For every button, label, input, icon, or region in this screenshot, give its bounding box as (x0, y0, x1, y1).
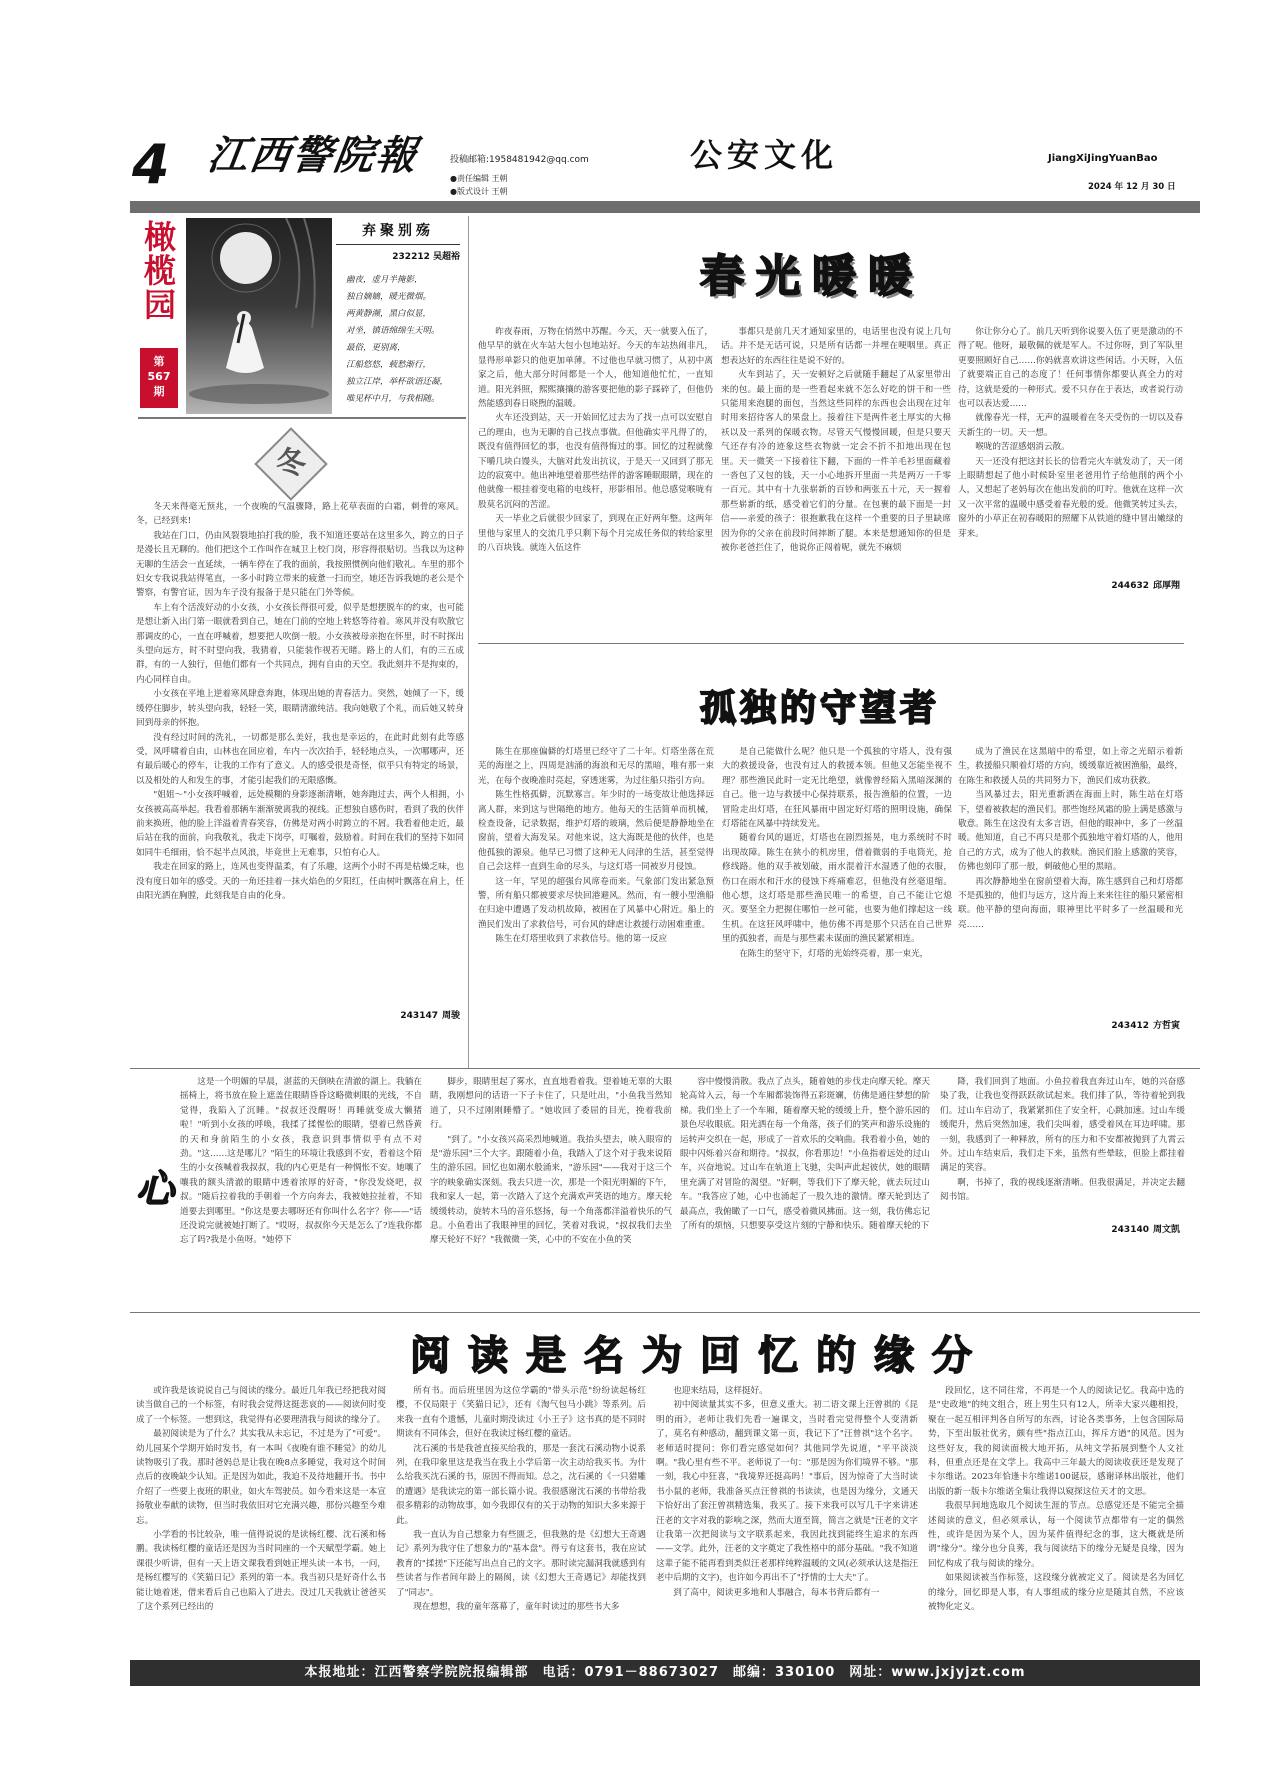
header-rule (130, 201, 1200, 213)
column-brand-issue: 第567期 (140, 348, 178, 408)
heart-paragraph: 啊，书掉了，我的视线逐渐清晰。但我很满足，并决定去翻阅书馆。 (940, 1177, 1185, 1203)
watcher-paragraph: 这一年，罕见的超强台风席卷而来。气象部门发出紧急预警，所有船只都被要求尽快回港避风。然而，有一艘小型渔船在归途中遭遇了发动机故障，被困在了风暴中心附近。船上的渔民们发出了求救信号，可台风的肆虐让救援行动困难重重。 (478, 876, 714, 930)
winter-paragraph: 我站在门口，仍由风裂裂地拍打我的脸，我不知道还要站在这里多久，跨立的日子是漫长且无聊的。他们把这个工作叫作在城卫上校门岗，形容得很贴切。当我以为这种无聊的生活会一直延续，一辆车停在了我的面前，我按照惯例向他们敬礼。车里的那个妇女专我说我站得笔直，一多小时跨立带来的疲惫一扫而空，她还告诉我她的老公是个警察，有警官证，因为车子没有报备于是只能在门外等候。 (136, 530, 464, 599)
winter-paragraph: 我走在回家的路上，连风也变得温柔，有了乐趣，这两个小时不再是枯燥乏味，也没有度日如年的感受。天的一角还挂着一抹火焰色的夕阳红，任由树叶飘落在肩上，任由阳光洒在胸膛，此刻我是自由的化身。 (136, 862, 464, 901)
reading-rule-top (130, 1312, 1200, 1313)
reading-paragraph: 我很早间地选取几个阅读生涯的节点。总感觉还是不能完全描述阅读的意义，但必须承认，每一个阅读节点都带有一定的偶然性，或许是因为某个人，因为某件值得纪念的事，这大概就是所谓"缘分"。缘分也分良莠，我与阅读结下的缘分无疑是良缘，因为回忆构成了我与阅读的缘分。 (928, 1501, 1184, 1569)
spring-paragraph: 昨夜春雨，万物在悄然中苏醒。今天，天一就要入伍了，他早早的就在火车站大包小包地站好。今天的车站热闹非凡，显得形单影只的他更加单薄。不过他也早就习惯了，从初中离家之后，他大部分时间都是一个人，他知道他忙忙，一直知道。阳光斜照，熙熙攘攘的游客要把他的影子踩碎了，但他仍然能感到春日晓煦的温暖。 (478, 327, 713, 410)
reading-paragraph: 小学看的书比较杂，唯一值得说说的是读杨红樱、沈石溪和杨鹏。我读杨红樱的童话还是因为当时同座的一个天赋型学霸。她上课很少听讲，但有一天上语文课我看到她正埋头读一本书，一问，是杨红樱写的《笑猫日记》系列的第一本。我当初只是好奇什么书能让她着迷，借来看后自己也陷入了进去。没过几天我就让爸爸买了这个系列已经出的 (136, 1530, 386, 1613)
reading-paragraph: 所有书。而后班里因为这位学霸的"带头示范"纷纷读起杨红樱，不仅局限于《笑猫日记》，还有《淘气包马小跳》等系列。后来我一直有个遗憾，儿童时期没读过《小王子》这书真的是不同时期读有不同体会，但好在我读过杨红樱的童话。 (396, 1386, 646, 1440)
reading-col-4 (928, 1384, 1184, 1648)
watcher-paragraph: 是自己能做什么呢？他只是一个孤独的守塔人，没有强大的救援设备，也没有过人的救援本领。但他又怎能坐视不理？那些渔民此时一定无比绝望，就像曾经陷入黑暗深渊的自己。他一边与救援中心保持联系，报告渔船的位置，一边冒险走出灯塔，在狂风暴雨中固定好灯塔的照明设施，确保灯塔能在风暴中持续发光。 (722, 747, 952, 830)
column-brand-name: 橄榄园 (139, 220, 177, 322)
watcher-paragraph: 再次静静地坐在窗前望着大海，陈生感到自己和灯塔都不是孤独的，他们与远方，这片海上来来往往的船只紧密相联。他平静的望向海面，眼神里比平时多了一丝温暖和光亮…… (958, 876, 1183, 930)
issue-date: 2024 年 12 月 30 日 (1088, 182, 1176, 192)
reading-title: 阅读是名为回忆的缘分 (410, 1332, 990, 1379)
spring-paragraph: 火车还没到站，天一开始回忆过去为了找一点可以安慰自己的理由，也为无聊的自己找点事做。但他确实平凡得了的，既没有值得回忆的事，也没有值得悔过的事。回忆的过程就像下嚼几块白馒头，大脑对此发出抗议，于是天一又回到了那无边的寂寞中。他出神地望着那些结伴的游客睡眠眼睛，现在的他就像一根挂着变电箱的电线杆，形影相吊。他总感觉喉咙有股莫名沉闷的苦涩。 (478, 413, 713, 510)
poem-block (336, 220, 460, 420)
spring-paragraph: 你让你分心了。前几天听到你说要入伍了更是激动的不得了呢。他呀，最敬佩的就是军人。不过你呀，到了军队里更要照顾好自己……你妈就喜欢讲这些闲话。小天呀，入伍了就要端正自己的态度了！任何事情你都要认真全力的对待，这就是爱的一种形式。爱不只存在于表达，或者说行动也可以表达爱…… (958, 327, 1183, 410)
watcher-paragraph: 陈生性格孤僻，沉默寡言。年少时的一场变故让他选择远离人群，来到这与世隔绝的地方。他每天的生活简单而机械，检查设备，记录数据，维护灯塔的玻璃，然后便是静静地坐在窗前，望着大海发呆。对他来说，这大海既是他的伙伴，也是他孤独的源泉。他早已习惯了这种无人问津的生活，甚至觉得自己会这样一直到生命的尽头，与这灯塔一同被岁月侵蚀。 (478, 790, 714, 873)
reading-col-1 (136, 1384, 386, 1648)
spring-paragraph: 天一毕业之后就很少回家了，到现在正好两年整。这两年里他与家里人的交流几乎只剩下每个月完成任务似的转给家里的八百块钱。就连入伍这件 (478, 514, 713, 554)
heart-col-4 (940, 1075, 1185, 1215)
poem-lines (336, 272, 460, 408)
heart-signature (1000, 1222, 1180, 1235)
spring-col-3 (958, 325, 1183, 575)
section-title: 公安文化 (690, 136, 839, 174)
watcher-sig-id: 243412 (1111, 1021, 1149, 1031)
spring-paragraph: 就像春光一样，无声的温暖着在冬天受伤的一切以及春天新生的一切。天一想。 (958, 413, 1183, 438)
reading-paragraph: 也迎来结局，这样挺好。 (673, 1386, 768, 1396)
reading-col-2 (396, 1384, 646, 1648)
heart-paragraph: 这是一个明媚的早晨，湛蓝的天倒映在清澈的湖上。我躺在摇椅上，将书放在脸上遮盖住眼睛昏昏这略微刺眼的光线，不自觉得，我陷入了沉睡。"叔叔还没醒呀！再睡就变成大懒猪啦！"听到小女孩的呼唤，我揉了揉惺忪的眼睛，望着已然昏黄的天和身前陌生的小女孩，我意识到事情似乎有点不对劲。"这……这是哪儿？"陌生的环境让我感到不安，看着这个陌生的小女孩喊着我叔叔，我的内心更是有一种惆怅不安。她嚷了嚷我的额头清澈的眼睛中透着浓厚的好奇，"你没发烧吧，叔叔。"随后拉着我的手朝着一个方向奔去，我被她拉扯着，不知道要去到哪里。"你这是要去哪呀还有你叫什么名字？你——"话还没说完就被她打断了。"哎呀，叔叔你今天是怎么了?连我你都忘了吗?我是小鱼呀。"她停下 (180, 1077, 422, 1246)
spring-col-1 (478, 325, 713, 615)
pinyin-title: JiangXiJingYuanBao (1048, 153, 1158, 164)
poem-underline (138, 417, 466, 419)
watcher-signature (1000, 1018, 1180, 1031)
spring-signature (1000, 578, 1180, 591)
poem-line: 对坐，镇语绵绵生天明。 (346, 326, 440, 336)
heart-col-3 (680, 1075, 930, 1305)
watcher-title: 孤独的守望者 (700, 688, 941, 729)
spring-col-2 (721, 325, 951, 615)
heart-paragraph: 脚步，眼睛里起了雾水，直直地看着我。望着她无辜的大眼睛，我刚想问的话语一下子卡住了，只是吐出，"小鱼我当然知道了，只不过刚刚睡懵了。"她收回了委屈的目光，挽着我前行。 (430, 1077, 672, 1131)
reading-paragraph: 沈石溪的书是我爸直接买给我的，那是一套沈石溪动物小说系列，在我印象里这是我当在我上小学后第一次主动给我买书。为什么给我买沈石溪的书，原因不得而知。总之，沈石溪的《一只猎雕的遭遇》是我读完的第一部长篇小说。我很感谢沈石溪的书带给我很多精彩的动物故事，如今我即仅有的关于动物的知识大多来源于此。 (396, 1443, 646, 1526)
winter-body (136, 500, 464, 1000)
winter-paragraph: 没有经过时间的洗礼，一切都是那么美好，我也是幸运的，在此时此刻有此等感受，风呼啸着自由，山林也在回应着，车内一次次抬手，轻轻地点头，一次哪哪声，还有最后暖心的停车，让我的工作有了意义。人的感受很是奇怪，似乎只有特定的场景，以及相处的人和发生的事，才能引起我们的无限感慨。 (136, 732, 464, 786)
watcher-col-1 (478, 745, 714, 1055)
winter-paragraph: 小女孩在平地上逆着寒风肆意奔跑，体现出她的青春活力。突然，她倾了一下，缓缓停住脚步，转头望向我，轻轻一笑，眼睛清澈纯洁。我向她敬了个礼，而后她又转身回到母亲的怀抱。 (136, 689, 464, 729)
reading-paragraph: 最初阅读是为了什么？其实我从未忘记，不过是为了"可爱"。幼儿园某个学期开始时发书，有一本叫《夜晚有谁不睡觉》的幼儿读物吸引了我。那时爸妈总是让我在晚8点多睡觉，我对这个时间点后的夜晚缺少认知。正是因为如此，我迫不及待地翻开书。书中介绍了一些要上夜班的职业，如火车驾驶员。如今看来这是一本宣扬敬业奉献的读物，但当时我依旧对它充满兴趣，那份兴趣至今难忘。 (136, 1429, 386, 1526)
heart-title: 心 (136, 1166, 175, 1211)
winter-signature (300, 1008, 460, 1021)
watcher-paragraph: 陈生在灯塔里收到了求救信号。他的第一反应 (495, 934, 668, 945)
winter-paragraph: "姐姐～"小女孩呼喊着，远处模糊的身影逐渐清晰，她奔跑过去，两个人相拥，小女孩被高高举起。我看着那辆车渐渐驶离我的视线。正想独自感伤时，看到了我的伙伴前来换班，他的脸上洋溢着青春笑容，仿佛是对两小时跨立的不屑。我看着他走近，最后站在我的面前，向我敬礼，我走下岗亭，叮嘱着，鼓励着。时间在我们的坚持下如同如同牛毛细雨，恰不起半点风浪，毕竟世上无难事，只怕有心人。 (136, 790, 464, 858)
spring-title: 春光暖暖 (700, 251, 924, 302)
heart-sig-name: 周文凯 (1152, 1225, 1180, 1235)
poem-line: 幽夜，虚月半掩影， (346, 275, 423, 285)
poem-line: 独立江岸，举杯欲语还凝， (346, 377, 449, 387)
watcher-sig-name: 方哲寅 (1152, 1021, 1180, 1031)
heart-col-2 (430, 1075, 672, 1305)
spring-rule (478, 643, 1184, 644)
winter-title: 冬 (276, 446, 306, 481)
masthead: 江西警院報 (204, 132, 422, 179)
poem-title: 弃聚别殇 (336, 220, 460, 245)
poem-author: 232212 吴超裕 (392, 252, 460, 262)
heart-paragraph: 降，我们回到了地面。小鱼拉着我直奔过山车，她的兴奋感染了我，让我也变得跃跃欲试起来。我们排了队，等待着轮到我们。过山车启动了，我紧紧抓住了安全杆，心跳加速。过山车缓缓爬升，然后突然加速，我们尖叫着，感受着风在耳边呼啸。那一刻，我感到了一种释放，所有的压力和不安都被抛到了九霄云外。过山车结束后，我们走下来，虽然有些晕眩，但脸上都挂着满足的笑容。 (940, 1077, 1185, 1174)
watcher-paragraph: 成为了渔民在这黑暗中的希望，如上帝之光昭示着新生，救援船只顺着灯塔的方向，缓缓靠近被困渔船，最终，在陈生和救援人员的共同努力下，渔民们成功获救。 (958, 747, 1183, 786)
winter-paragraph: 冬天来得毫无预兆，一个夜晚的气温骤降，路上花草表面的白霜，刺骨的寒风。冬，已经到来! (136, 502, 464, 527)
heart-col-1 (180, 1075, 422, 1305)
spring-paragraph: 事都只是前几天才通知家里的，电话里也没有说上几句话。并不是无话可说，只是所有话都一并埋在哽咽里。真正想表达好的东西往往是说不好的。 (721, 327, 951, 366)
page-number: 4 (132, 133, 170, 196)
spring-sig-name: 邱厚翔 (1152, 581, 1180, 591)
reading-col-3 (656, 1384, 918, 1648)
reading-paragraph: 或许我是该说说自己与阅读的缘分。最近几年我已经把我对阅读当做自己的一个标签，有时我会觉得这挺悲哀的——阅读何时变成了一个标签。一想到这，我觉得有必要理清我与阅读的缘分了。 (136, 1386, 386, 1425)
poem-line: 唯见杯中月，与我相随。 (346, 394, 440, 404)
contact-email: 投稿邮箱:1958481942@qq.com (450, 155, 589, 165)
spring-paragraph: 天一还没有把这封长长的信看完火车就发动了，天一闭上眼睛想起了他小时候卧室里老爸用竹子给他削的两个小人，又想起了老妈每次在他出发前的叮咛。他就在这样一次又一次平常的温暖中感受着春光般的爱。他微笑转过头去，窗外的小草正在初春暖阳的照耀下从铁道的缝中冒出嫩绿的芽来。 (958, 456, 1183, 539)
reading-paragraph: 到了高中，阅读更多地和人事融合，每本书背后都有一 (673, 1587, 880, 1598)
poem-illustration (186, 218, 332, 414)
winter-paragraph: 车上有个活泼好动的小女孩，小女孩长得很可爱，似乎是想摆脱车的约束，也可能是想让新入出门第一眼就看到自己，她在门前的空地上转悠等待着。寒风并没有吹散它那调皮的心，一直在呼喊着，想要把人吹倒一般。小女孩被母亲抱在怀里，时不时探出头望向远方，时不时望向我，我猜着，只能装作视若无睹。路上的人们，有的三五成群，有的一人独行，但他们都有一个共同点，拥有自由的天空。我此刻并不是拘束的，内心同样自由。 (136, 602, 464, 685)
spring-paragraph: 喉咙的苦涩感烟消云散。 (975, 442, 1070, 453)
reading-paragraph: 初中阅读量其实不多，但意义重大。初二语文课上汪曾祺的《昆明的雨》，老师让我们先看一遍课文，当时看完觉得整个人变清新了，莫名有种感动，翻到课文第一页，我记下了"汪曾祺"这个名字。老师适时提问：你们看完感觉如何？其他同学先说道，"平平淡淡啊。"我心里有些不平。老师说了一句："那是因为你们境界不够。"那一刻，我心中狂喜，"我境界还挺高吗！"事后，因为惊奇了大当时读书小鼠的老师，我准备买点汪曾祺的书读读，也是因为缘分，文通天下恰好出了套汪曾祺精选集，我买了。接下来我可以写几千字来讲述汪老的文字对我的影响之深，然而大道至简，简言之就是"汪老的文字让我第一次把阅读与文字联系起来，我因此找到能终生追求的东西——文学。此外，汪老的文字奠定了我性格中的部分基础。"我不知道这辈子能不能再看到类似汪老那样纯粹温暖的文风(必须承认这是指汪老中后期的文字)，也许如今再出不了"抒情的士大夫"了。 (656, 1400, 918, 1584)
heart-sig-id: 243140 (1111, 1225, 1149, 1235)
mid-rule (130, 1068, 1200, 1069)
watcher-paragraph: 陈生在那座偏僻的灯塔里已经守了二十年。灯塔坐落在荒芜的海崖之上，四周是汹涌的海浪和无尽的黑暗，唯有那一束光，在每个夜晚准时亮起，穿透迷雾，为过往船只指引方向。 (478, 747, 714, 786)
watcher-paragraph: 在陈生的坚守下，灯塔的光始终亮着，那一束光， (739, 948, 929, 959)
watcher-paragraph: 随着台风的逼近，灯塔也在剧烈摇晃，电力系统时不时出现故障。陈生在狭小的机房里，借着微弱的手电筒光，抢修线路。他的双手被划破，雨水混着汗水湿透了他的衣服，伤口在雨水和汗水的侵蚀下疼痛难忍，但他没有丝毫退缩。他心想，这灯塔是那些渔民唯一的希望，自己不能让它熄灭。要坚全力把握住哪怕一丝可能，也要为他们撑起这一线生机。在这狂风呼啸中，他仿佛不再是那个只活在自己世界里的孤独者，而是与那些素未谋面的渔民紧紧相连。 (722, 833, 952, 945)
spring-paragraph: 火车到站了，天一安顿好之后就随手翻起了从家里带出来的包。最上面的是一些看起来就不怎么好吃的饼干和一些只能用来泡腿的面包，当然这些同样的东西也会出现在过年时用来招待客人的果盘上。接着往下是两件老土厚实的大棉袄以及一系列的保暖衣物。尽管天气慢慢回暖，但是只要天气还存有冷的迹象这些衣物就一定会不折不扣地出现在包里。天一微笑一下接着往下翻，下面的一件羊毛衫里面藏着一沓包了又包的钱，天一小心地拆开里面一共是两万一千零一百元。其中有十九张崭新的百钞和两张五十元，天一握着那些崭新的纸，感受着它们的分量。在包裹的最下面是一封信——亲爱的孩子：很抱歉我在这样一个重要的日子里缺席因为你的父亲在前段时间摔断了腿。本来是想通知你的但是被你老爸拦住了，他说你正闯着呢，就先不麻烦 (721, 370, 951, 554)
watcher-col-2 (722, 745, 952, 1055)
designer-line: ●版式设计 王朝 (450, 187, 508, 196)
winter-sig-name: 周骏 (441, 1011, 460, 1021)
poem-line: 两黄静濒，黑白似显， (346, 309, 432, 319)
column-brand (138, 220, 182, 412)
footer-text: 本报地址：江西警察学院院报编辑部 电话：0791－88673027 邮编：330100 网址：www.jxjyjzt.com (304, 1665, 1026, 1680)
watcher-paragraph: 当风暴过去，阳光重新洒在海面上时，陈生站在灯塔下，望着被救起的渔民们。那些饱经风霜的脸上满是感激与敬意。陈生在这没有太多言语，但他的眼神中，多了一丝温暖。他知道，自己不再只是那个孤独地守着灯塔的人，他用自己的方式，成为了他人的救赎。渔民们脸上感激的笑容，仿佛也刻印了那一般，刺破他心里的黑暗。 (958, 790, 1183, 873)
editor-line: ●责任编辑 王朝 (450, 174, 508, 183)
reading-paragraph: 我一直认为自己想象力有些匮乏，但我熟的是《幻想大王奇遇记》系列为我守住了想象力的"基本盘"。得亏有这套书，我在应试教育的"揉搓"下还能写出点自己的文字。那时读完漏洞我就感到有些读者与作者间年龄上的隔阂，读《幻想大王奇遇记》却能找到了"同志"。 (396, 1530, 646, 1598)
winter-sig-id: 243147 (400, 1011, 438, 1021)
moon-lady-picture (186, 218, 332, 414)
heart-paragraph: 容中慢慢消散。我点了点头，随着她的步伐走向摩天轮。摩天轮高耸入云，每一个车厢都装饰得五彩斑斓，仿佛是通往梦想的阶梯。我们坐上了一个车厢，随着摩天轮的缓缓上升，整个游乐园的景色尽收眼底。阳光洒在每一个角落，孩子们的笑声和游乐设施的运转声交织在一起，形成了一首欢乐的交响曲。我看着小鱼，她的眼中闪烁着兴奋和期待。"叔叔，你看那边！"小鱼指着远处的过山车，兴奋地说。过山车在轨道上飞驰，尖叫声此起彼伏，她的眼睛里充满了对冒险的渴望。"好啊，等我们下了摩天轮，就去玩过山车。"我答应了她，心中也涌起了一股久违的激情。摩天轮到达了最高点，我俯瞰了一口气，感受着微风拂面。这一刻，我仿佛忘记了所有的烦恼，只想要享受这片刻的宁静和快乐。随着摩天轮的下 (680, 1077, 930, 1232)
vertical-divider-top (468, 216, 469, 1068)
heart-paragraph: "到了。"小女孩兴高采烈地喊道。我抬头望去，映入眼帘的是"游乐园"三个大字。跟随着小鱼，我踏入了这个对于我来说陌生的游乐园。回忆也如潮水般涌来，"游乐园"——我对于这三个字的映象确实深刻。我去只进一次，那是一个阳光明媚的下午，我和家人一起，第一次踏入了这个充满欢声笑语的地方。摩天轮缓缓转动，旋转木马的音乐悠扬，每一个角落都洋溢着快乐的气息。小鱼看出了我眼神里的回忆，笑着对我说，"叔叔我们去坐摩天轮好不好？"我微微一笑，心中的不安在小鱼的笑 (430, 1134, 672, 1246)
reading-paragraph: 现在想想，我的童年落幕了，童年时读过的那些书大多 (413, 1602, 620, 1613)
spring-sig-id: 244632 (1111, 581, 1149, 591)
reading-paragraph: 段回忆，这不同往常，不再是一个人的阅读记忆。我高中选的是"史政地"的纯文组合，班上男生只有12人，所幸大家兴趣相投，聚在一起互相评判各自所写的东西，讨论各类事务，上包含国际局势，下至出版社优劣，颇有些"指点江山，挥斥方遒"的风范。因为这些好友，我的阅读面极大地开拓，从纯文学拓展到整个人文社科，但重点还是在文学上。我高中三年最大的阅读收获还是发现了卡尔维诺。2023年恰逢卡尔维诺100诞辰，感谢译林出版社，他们出版的新一版卡尔维诺全集让我得以窥探这位天才的文思。 (928, 1386, 1184, 1497)
poem-line: 独自嫡嫡，暖光微烟。 (346, 292, 432, 302)
poem-line: 江船悠悠，载愁渐行， (346, 360, 432, 370)
poem-line: 最俗，更别离， (346, 343, 406, 353)
watcher-col-3 (958, 745, 1183, 1015)
reading-paragraph: 如果阅读被当作标签，这段缘分就被定义了。阅读是名为回忆的缘分，回忆即是人事，有人事组成的缘分应是随其自然，不应该被物化定义。 (928, 1573, 1184, 1613)
